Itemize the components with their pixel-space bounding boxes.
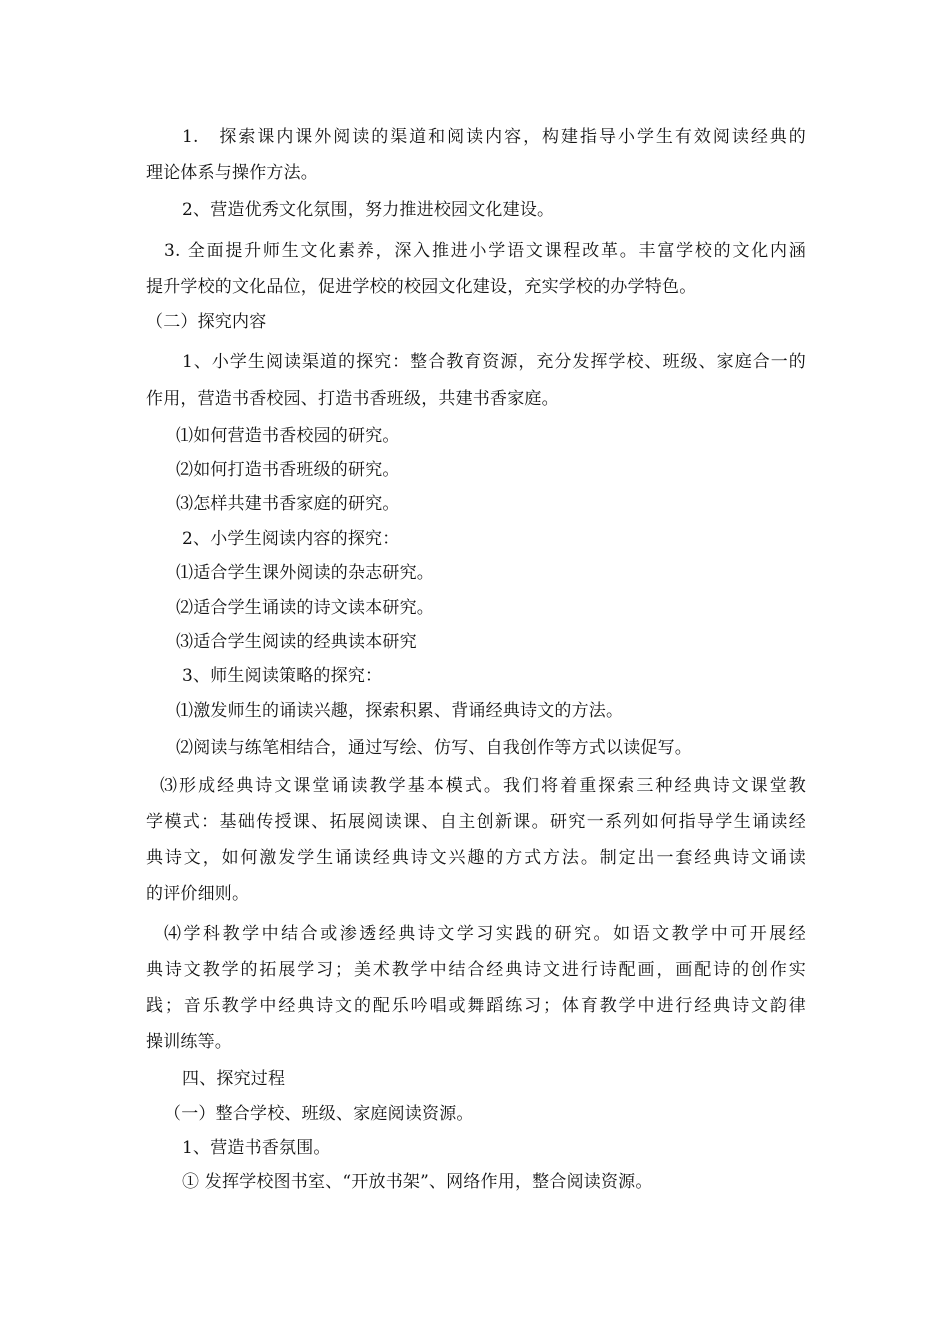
goal-1-line-2: 理论体系与操作方法。 <box>146 163 318 183</box>
goal-2-line: 2、营造优秀文化氛围，努力推进校园文化建设。 <box>182 200 555 220</box>
content-1-item-1: ⑴如何营造书香校园的研究。 <box>176 426 400 446</box>
goal-3-line-2: 提升学校的文化品位，促进学校的校园文化建设，充实学校的办学特色。 <box>146 277 697 297</box>
goal-1-line-1: 1. 探索课内课外阅读的渠道和阅读内容，构建指导小学生有效阅读经典的 <box>182 127 806 147</box>
content-3-heading: 3、师生阅读策略的探究： <box>182 666 383 686</box>
content-3-item-4-line-2: 典诗文教学的拓展学习；美术教学中结合经典诗文进行诗配画，画配诗的创作实 <box>146 960 806 980</box>
content-2-heading: 2、小学生阅读内容的探究： <box>182 529 400 549</box>
content-3-item-3-line-1: ⑶形成经典诗文课堂诵读教学基本模式。我们将着重探索三种经典诗文课堂教 <box>160 776 806 796</box>
section-heading-research-process: 四、探究过程 <box>182 1069 286 1089</box>
content-3-item-2: ⑵阅读与练笔相结合，通过写绘、仿写、自我创作等方式以读促写。 <box>176 738 692 758</box>
content-2-item-1: ⑴适合学生课外阅读的杂志研究。 <box>176 563 434 583</box>
content-1-line-1: 1、小学生阅读渠道的探究：整合教育资源，充分发挥学校、班级、家庭合一的 <box>182 352 806 372</box>
content-3-item-1: ⑴激发师生的诵读兴趣，探索积累、背诵经典诗文的方法。 <box>176 701 624 721</box>
process-subheading-1: （一）整合学校、班级、家庭阅读资源。 <box>164 1104 474 1124</box>
content-3-item-4-line-4: 操训练等。 <box>146 1032 232 1052</box>
content-3-item-4-line-1: ⑷学科教学中结合或渗透经典诗文学习实践的研究。如语文教学中可开展经 <box>164 924 806 944</box>
process-1-heading: 1、营造书香氛围。 <box>182 1138 331 1158</box>
content-3-item-4-line-3: 践；音乐教学中经典诗文的配乐吟唱或舞蹈练习；体育教学中进行经典诗文韵律 <box>146 996 806 1016</box>
goal-3-line-1: 3. 全面提升师生文化素养，深入推进小学语文课程改革。丰富学校的文化内涵 <box>164 241 806 261</box>
process-1-item-1: ① 发挥学校图书室、“开放书架”、网络作用，整合阅读资源。 <box>182 1172 653 1192</box>
section-heading-research-content: （二）探究内容 <box>146 312 267 332</box>
content-3-item-3-line-2: 学模式：基础传授课、拓展阅读课、自主创新课。研究一系列如何指导学生诵读经 <box>146 812 806 832</box>
content-2-item-3: ⑶适合学生阅读的经典读本研究 <box>176 632 417 652</box>
content-3-item-3-line-4: 的评价细则。 <box>146 884 250 904</box>
content-2-item-2: ⑵适合学生诵读的诗文读本研究。 <box>176 598 434 618</box>
content-1-line-2: 作用，营造书香校园、打造书香班级，共建书香家庭。 <box>146 389 559 409</box>
content-1-item-2: ⑵如何打造书香班级的研究。 <box>176 460 400 480</box>
content-1-item-3: ⑶怎样共建书香家庭的研究。 <box>176 494 400 514</box>
content-3-item-3-line-3: 典诗文，如何激发学生诵读经典诗文兴趣的方式方法。制定出一套经典诗文诵读 <box>146 848 806 868</box>
